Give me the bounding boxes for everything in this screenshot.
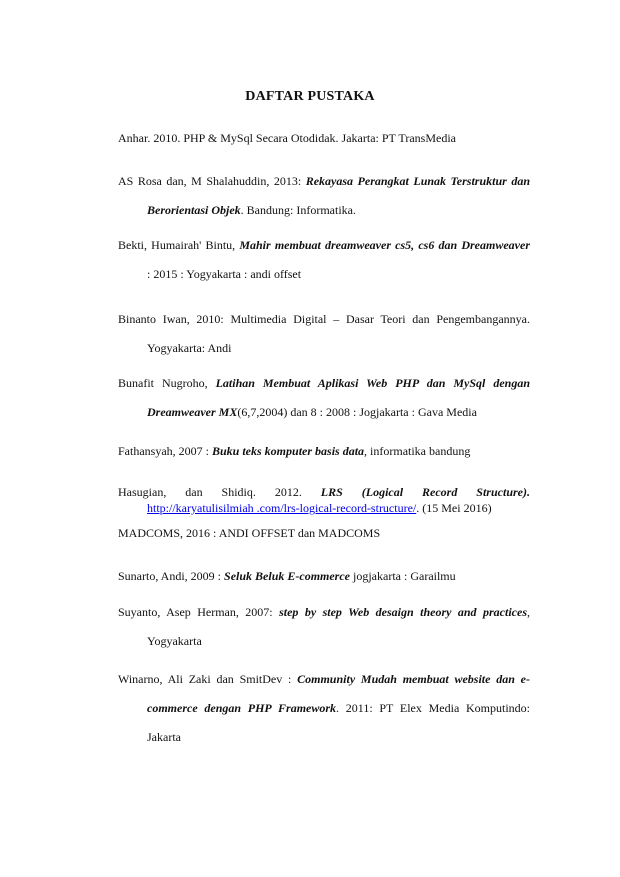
reference-title: Community Mudah membuat website dan e- bbox=[297, 672, 530, 686]
reference-text: jogjakarta : Garailmu bbox=[350, 569, 456, 583]
reference-text: Jakarta bbox=[147, 730, 181, 744]
reference-text: Anhar. 2010. PHP & MySql Secara Otodidak. Jakarta: PT TransMedia bbox=[118, 131, 456, 145]
reference-text: , bbox=[526, 605, 530, 619]
reference-text: . Bandung: Informatika. bbox=[240, 203, 356, 217]
reference-text: AS Rosa dan, M Shalahuddin, 2013: bbox=[118, 174, 306, 188]
reference-text: Sunarto, Andi, 2009 : bbox=[118, 569, 225, 583]
reference-entry bbox=[118, 369, 530, 427]
reference-text: Suyanto, Asep Herman, 2007: bbox=[118, 605, 280, 619]
reference-text: Bunafit Nugroho, bbox=[118, 376, 216, 390]
reference-entry bbox=[118, 231, 530, 289]
reference-text: . (15 Mei 2016) bbox=[416, 501, 492, 515]
reference-title: Rekayasa Perangkat Lunak Terstruktur dan bbox=[305, 174, 530, 188]
reference-entry bbox=[118, 478, 530, 515]
reference-text: Winarno, Ali Zaki dan SmitDev : bbox=[118, 672, 298, 686]
reference-text: Yogyakarta: Andi bbox=[147, 341, 232, 355]
reference-title: Latihan Membuat Aplikasi Web PHP dan MySql dengan bbox=[215, 376, 531, 390]
reference-entry bbox=[118, 562, 530, 591]
reference-text: MADCOMS, 2016 : ANDI OFFSET dan MADCOMS bbox=[118, 526, 381, 540]
reference-text: . 2011: PT Elex Media Komputindo: bbox=[336, 701, 530, 715]
reference-entry bbox=[118, 124, 530, 153]
reference-title: Dreamweaver MX bbox=[147, 405, 238, 419]
reference-text: , informatika bandung bbox=[364, 444, 471, 458]
reference-title: LRS (Logical Record Structure). bbox=[320, 485, 530, 499]
reference-text: (6,7,2004) dan 8 : 2008 : Jogjakarta : Gava Media bbox=[237, 405, 477, 419]
reference-link[interactable]: http://karyatulisilmiah .com/lrs-logical-record-structure/ bbox=[147, 501, 417, 515]
reference-entry bbox=[118, 437, 530, 466]
reference-text: Yogyakarta bbox=[147, 634, 202, 648]
reference-title: Mahir membuat dreamweaver cs5, cs6 dan Dreamweaver bbox=[239, 238, 530, 252]
reference-title: Seluk Beluk E-commerce bbox=[224, 569, 351, 583]
reference-text: : 2015 : Yogyakarta : andi offset bbox=[147, 267, 302, 281]
reference-title: Berorientasi Objek bbox=[147, 203, 241, 217]
reference-title: commerce dengan PHP Framework bbox=[147, 701, 337, 715]
reference-title: step by step Web desaign theory and practices bbox=[279, 605, 527, 619]
reference-entry bbox=[118, 167, 530, 225]
reference-text: Binanto Iwan, 2010: Multimedia Digital – Dasar Teori dan Pengembangannya. bbox=[118, 312, 530, 326]
reference-title: Buku teks komputer basis data bbox=[212, 444, 365, 458]
reference-text: Fathansyah, 2007 : bbox=[118, 444, 212, 458]
reference-entry bbox=[118, 665, 530, 752]
reference-entry bbox=[118, 598, 530, 656]
reference-text: Hasugian, dan Shidiq. 2012. bbox=[118, 485, 321, 499]
reference-text: Bekti, Humairah' Bintu, bbox=[118, 238, 240, 252]
reference-entry bbox=[118, 305, 530, 363]
reference-entry bbox=[118, 519, 530, 548]
page-title: DAFTAR PUSTAKA bbox=[245, 89, 375, 104]
